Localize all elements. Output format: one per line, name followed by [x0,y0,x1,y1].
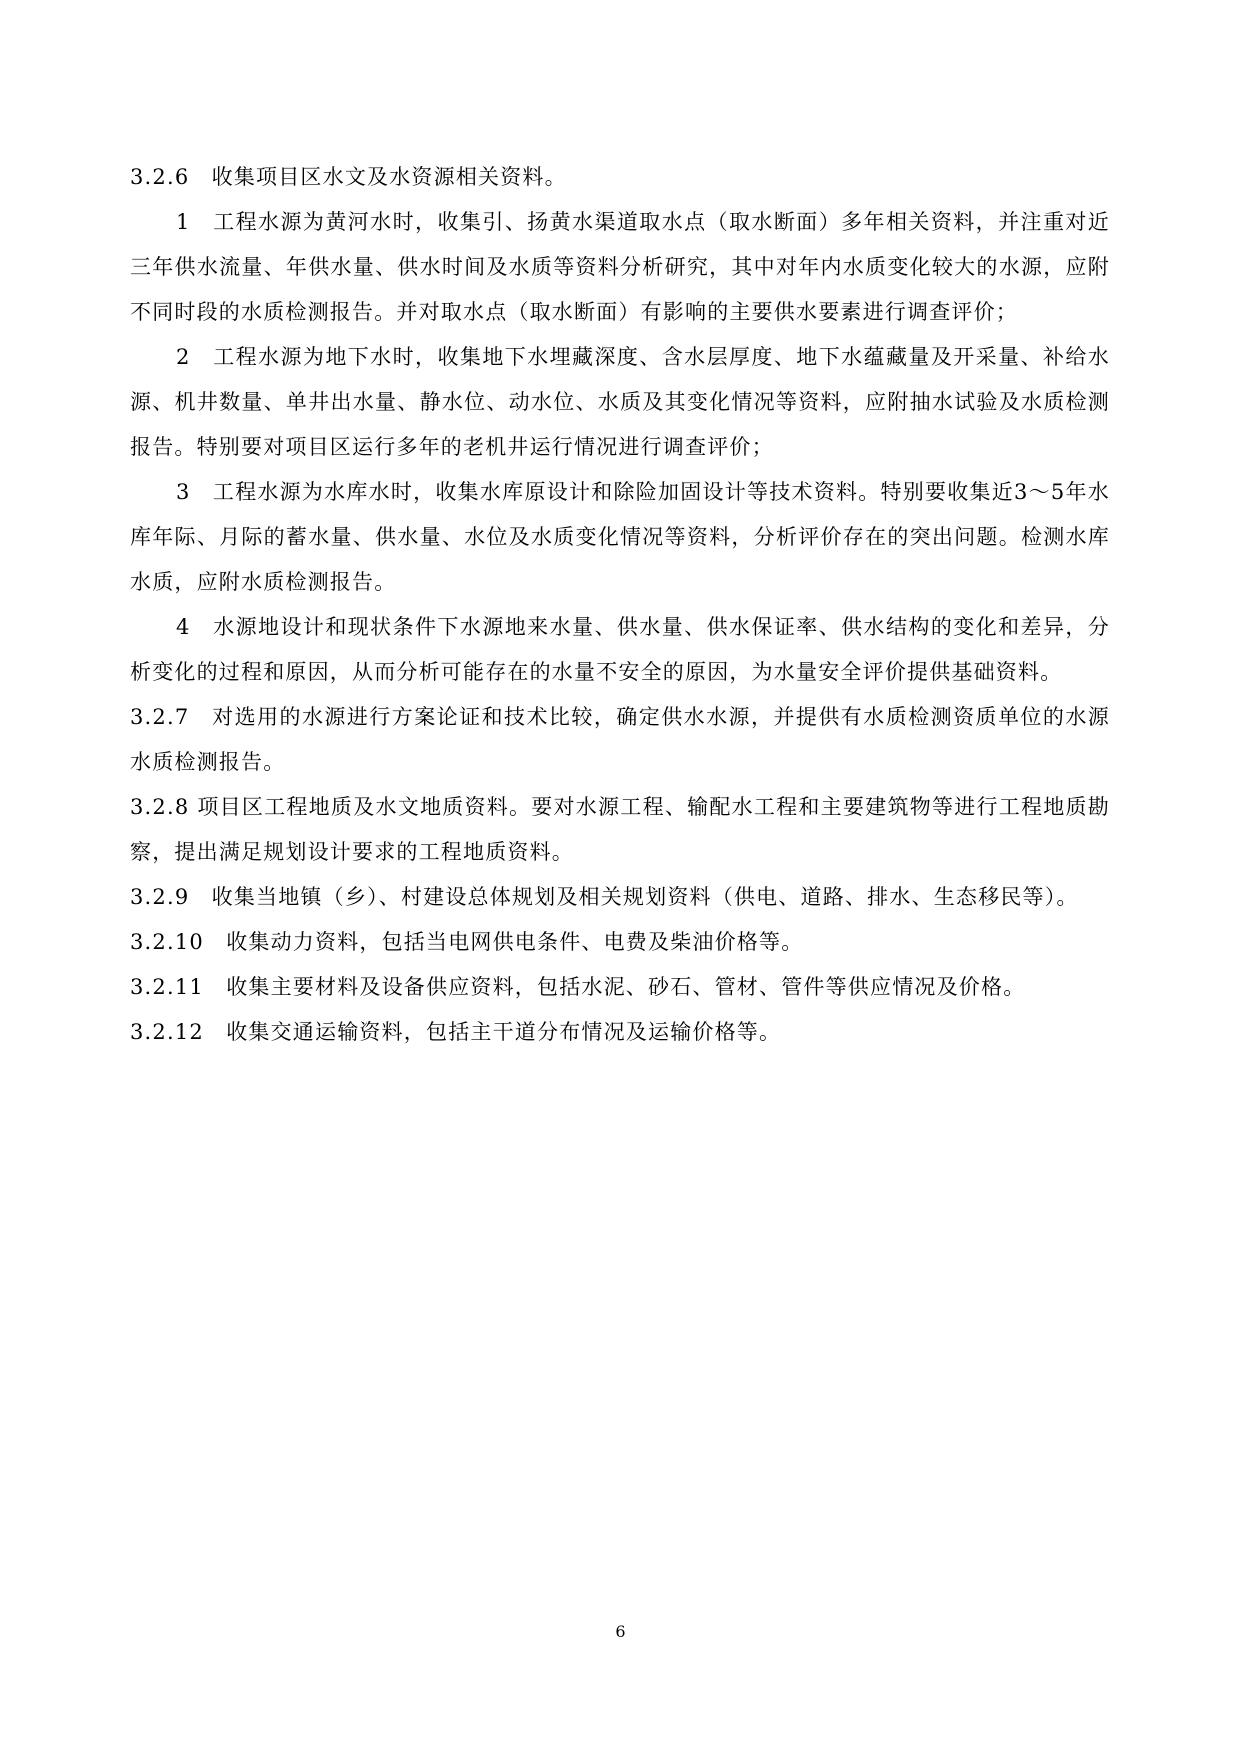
section-3-2-11: 3.2.11 收集主要材料及设备供应资料，包括水泥、砂石、管材、管件等供应情况及价格。 [130,975,1026,999]
section-3-2-6-item-3: 3 工程水源为水库水时，收集水库原设计和除险加固设计等技术资料。特别要收集近3～5年水库年际、月际的蓄水量、供水量、水位及水质变化情况等资料，分析评价存在的突出问题。检测水库水质，应附水质检测报告。 [130,480,1110,594]
section-3-2-12: 3.2.12 收集交通运输资料，包括主干道分布情况及运输价格等。 [130,1020,782,1044]
section-3-2-6-item-2: 2 工程水源为地下水时，收集地下水埋藏深度、含水层厚度、地下水蕴藏量及开采量、补给水源、机井数量、单井出水量、静水位、动水位、水质及其变化情况等资料，应附抽水试验及水质检测报告。特别要对项目区运行多年的老机井运行情况进行调查评价； [130,345,1110,459]
section-3-2-6: 3.2.6 收集项目区水文及水资源相关资料。 [130,165,567,189]
section-3-2-9: 3.2.9 收集当地镇（乡）、村建设总体规划及相关规划资料（供电、道路、排水、生态移民等）。 [130,885,1079,909]
section-3-2-8: 3.2.8 项目区工程地质及水文地质资料。要对水源工程、输配水工程和主要建筑物等进行工程地质勘察，提出满足规划设计要求的工程地质资料。 [130,795,1110,864]
section-3-2-6-item-4: 4 水源地设计和现状条件下水源地来水量、供水量、供水保证率、供水结构的变化和差异，分析变化的过程和原因，从而分析可能存在的水量不安全的原因，为水量安全评价提供基础资料。 [130,615,1110,684]
document-body [130,155,1110,1055]
section-3-2-6-item-1: 1 工程水源为黄河水时，收集引、扬黄水渠道取水点（取水断面）多年相关资料，并注重对近三年供水流量、年供水量、供水时间及水质等资料分析研究，其中对年内水质变化较大的水源，应附不同时段的水质检测报告。并对取水点（取水断面）有影响的主要供水要素进行调查评价； [130,210,1110,324]
section-3-2-7: 3.2.7 对选用的水源进行方案论证和技术比较，确定供水水源，并提供有水质检测资质单位的水源水质检测报告。 [130,705,1110,774]
page-number: 6 [615,1622,626,1641]
section-3-2-10: 3.2.10 收集动力资料，包括当电网供电条件、电费及柴油价格等。 [130,930,804,954]
